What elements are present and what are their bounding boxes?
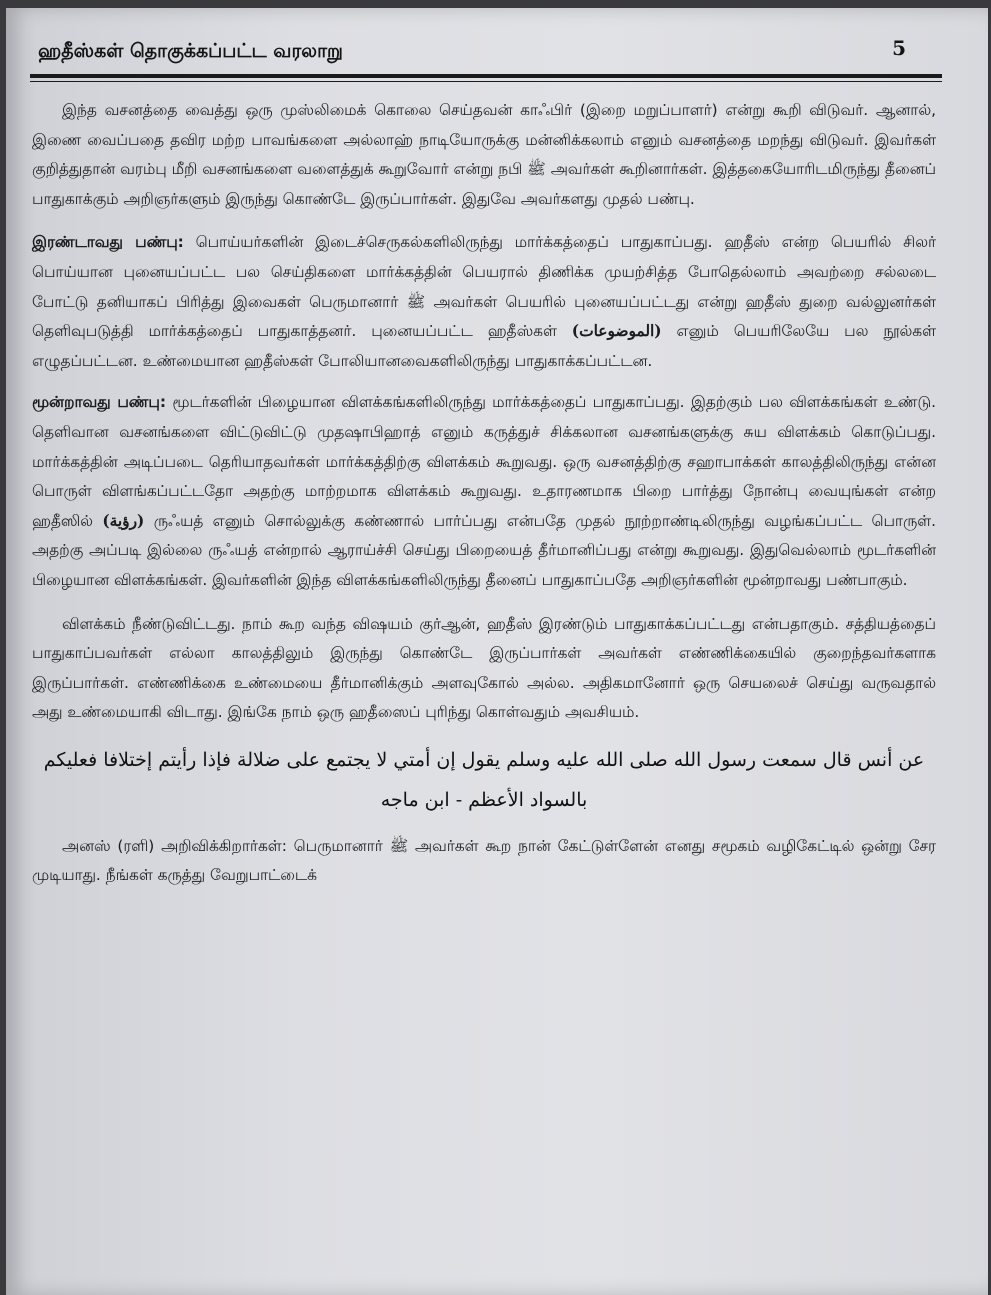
paragraph-2-text-b: எனும் பெயரிலேயே பல நூல்கள் எழுதப்பட்டன. உண்மையான ஹதீஸ்கள் போலியானவைகளிலிருந்து பாதுகாக்கப்பட்டன. [32,322,936,370]
section-heading-third-trait: மூன்றாவது பண்பு: [32,393,166,412]
paragraph-1: இந்த வசனத்தை வைத்து ஒரு முஸ்லிமைக் கொலை செய்தவன் காஃபிர் (இறை மறுப்பாளர்) என்று கூறி விடுவர். ஆனால், இணை வைப்பதை தவிர மற்ற பாவங்களை அல்லாஹ் நாடியோருக்கு மன்னிக்கலாம் எனும் வசனத்தை மறந்து விடுவர். இவர்கள் குறித்துதான் வரம்பு மீறி வசனங்களை வளைத்துக் கூறுவோர் என்று நபி ﷺ அவர்கள் கூறினார்கள். இத்தகையோரிடமிருந்து தீனைப் பாதுகாக்கும் அறிஞர்களும் இருந்து கொண்டே இருப்பார்கள். இதுவே அவர்களது முதல் பண்பு. [32,101,936,208]
page-body [32,96,936,891]
section-heading-second-trait: இரண்டாவது பண்பு: [32,233,184,252]
paragraph-3 [32,388,936,595]
paragraph-2-text-a: பொய்யர்களின் இடைச்செருகல்களிலிருந்து மார்க்கத்தைப் பாதுகாப்பது. ஹதீஸ் என்ற பெயரில் சிலர் பொய்யான புனையப்பட்ட பல செய்திகளை மார்க்கத்தின் பெயரால் திணிக்க முயற்சித்த போதெல்லாம் அவற்றை சல்லடை போட்டு தனியாகப் பிரித்து இவைகள் பெருமானார் ﷺ அவர்கள் பெயரில் புனையப்பட்டது என்று ஹதீஸ் துறை வல்லுனர்கள் தெளிவுபடுத்தி மார்க்கத்தைப் பாதுகாத்தனர். புனையப்பட்ட ஹதீஸ்கள் [32,233,937,341]
arabic-term-ruyah: (رؤية) [102,511,145,530]
book-page [6,8,988,1295]
paragraph-4: விளக்கம் நீண்டுவிட்டது. நாம் கூற வந்த விஷயம் குர்ஆன், ஹதீஸ் இரண்டும் பாதுகாக்கப்பட்டது என்பதாகும். சத்தியத்தைப் பாதுகாப்பவர்கள் எல்லா காலத்திலும் இருந்து கொண்டே இருப்பார்கள் அவர்கள் எண்ணிக்கையில் குறைந்தவர்களாக இருப்பார்கள். எண்ணிக்கை உண்மையை தீர்மானிக்கும் அளவுகோல் அல்ல. அதிகமானோர் ஒரு செயலைச் செய்து வருவதால் அது உண்மையாகி விடாது. இங்கே நாம் ஒரு ஹதீஸைப் புரிந்து கொள்வதும் அவசியம். [32,614,936,722]
running-header [30,30,942,74]
header-rule-thin [30,81,942,82]
paragraph-2 [32,228,936,376]
header-rule-thick [30,74,942,78]
paragraph-5: அனஸ் (ரளி) அறிவிக்கிறார்கள்: பெருமானார் ﷺ அவர்கள் கூற நான் கேட்டுள்ளேன் எனது சமூகம் வழிகேட்டில் ஒன்று சேர முடியாது. நீங்கள் கருத்து வேறுபாட்டைக் [32,836,936,885]
paragraph-3-text-a: மூடர்களின் பிழையான விளக்கங்களிலிருந்து மார்க்கத்தைப் பாதுகாப்பது. இதற்கும் பல விளக்கங்கள் உண்டு. தெளிவான வசனங்களை விட்டுவிட்டு முதஷாபிஹாத் எனும் கருத்துச் சிக்கலான வசனங்களுக்கு சுய விளக்கம் கொடுப்பது. மார்க்கத்தின் அடிப்படை தெரியாதவர்கள் மார்க்கத்திற்கு விளக்கம் கூறுவது. ஒரு வசனத்திற்கு சஹாபாக்கள் காலத்திலிருந்து என்ன பொருள் விளங்கப்பட்டதோ அதற்கு மாற்றமாக விளக்கம் கூறுவது. உதாரணமாக பிறை பார்த்து நோன்பு வையுங்கள் என்ற ஹதீஸில் [32,393,936,530]
page-number: 5 [892,36,906,60]
arabic-term-mawduat: (الموضوعات) [571,322,662,341]
arabic-hadith-quote: عن أنس قال سمعت رسول الله صلى الله عليه وسلم يقول إن أمتي لا يجتمع على ضلالة فإذا رأيتم إختلافا فعليكم بالسواد الأعظم - ابن ماجه [43,748,925,811]
running-title: ஹதீஸ்கள் தொகுக்கப்பட்ட வரலாறு [38,40,343,62]
paragraph-3-text-b: ருஃயத் எனும் சொல்லுக்கு கண்ணால் பார்ப்பது என்பதே முதல் நூற்றாண்டிலிருந்து வழங்கப்பட்ட பொருள். அதற்கு அப்படி இல்லை ருஃயத் என்றால் ஆராய்ச்சி செய்து பிறையைத் தீர்மானிப்பது என்று கூறுவது. இதுவெல்லாம் மூடர்களின் பிழையான விளக்கங்கள். இவர்களின் இந்த விளக்கங்களிலிருந்து தீனைப் பாதுகாப்பதே அறிஞர்களின் மூன்றாவது பண்பாகும். [32,511,936,589]
